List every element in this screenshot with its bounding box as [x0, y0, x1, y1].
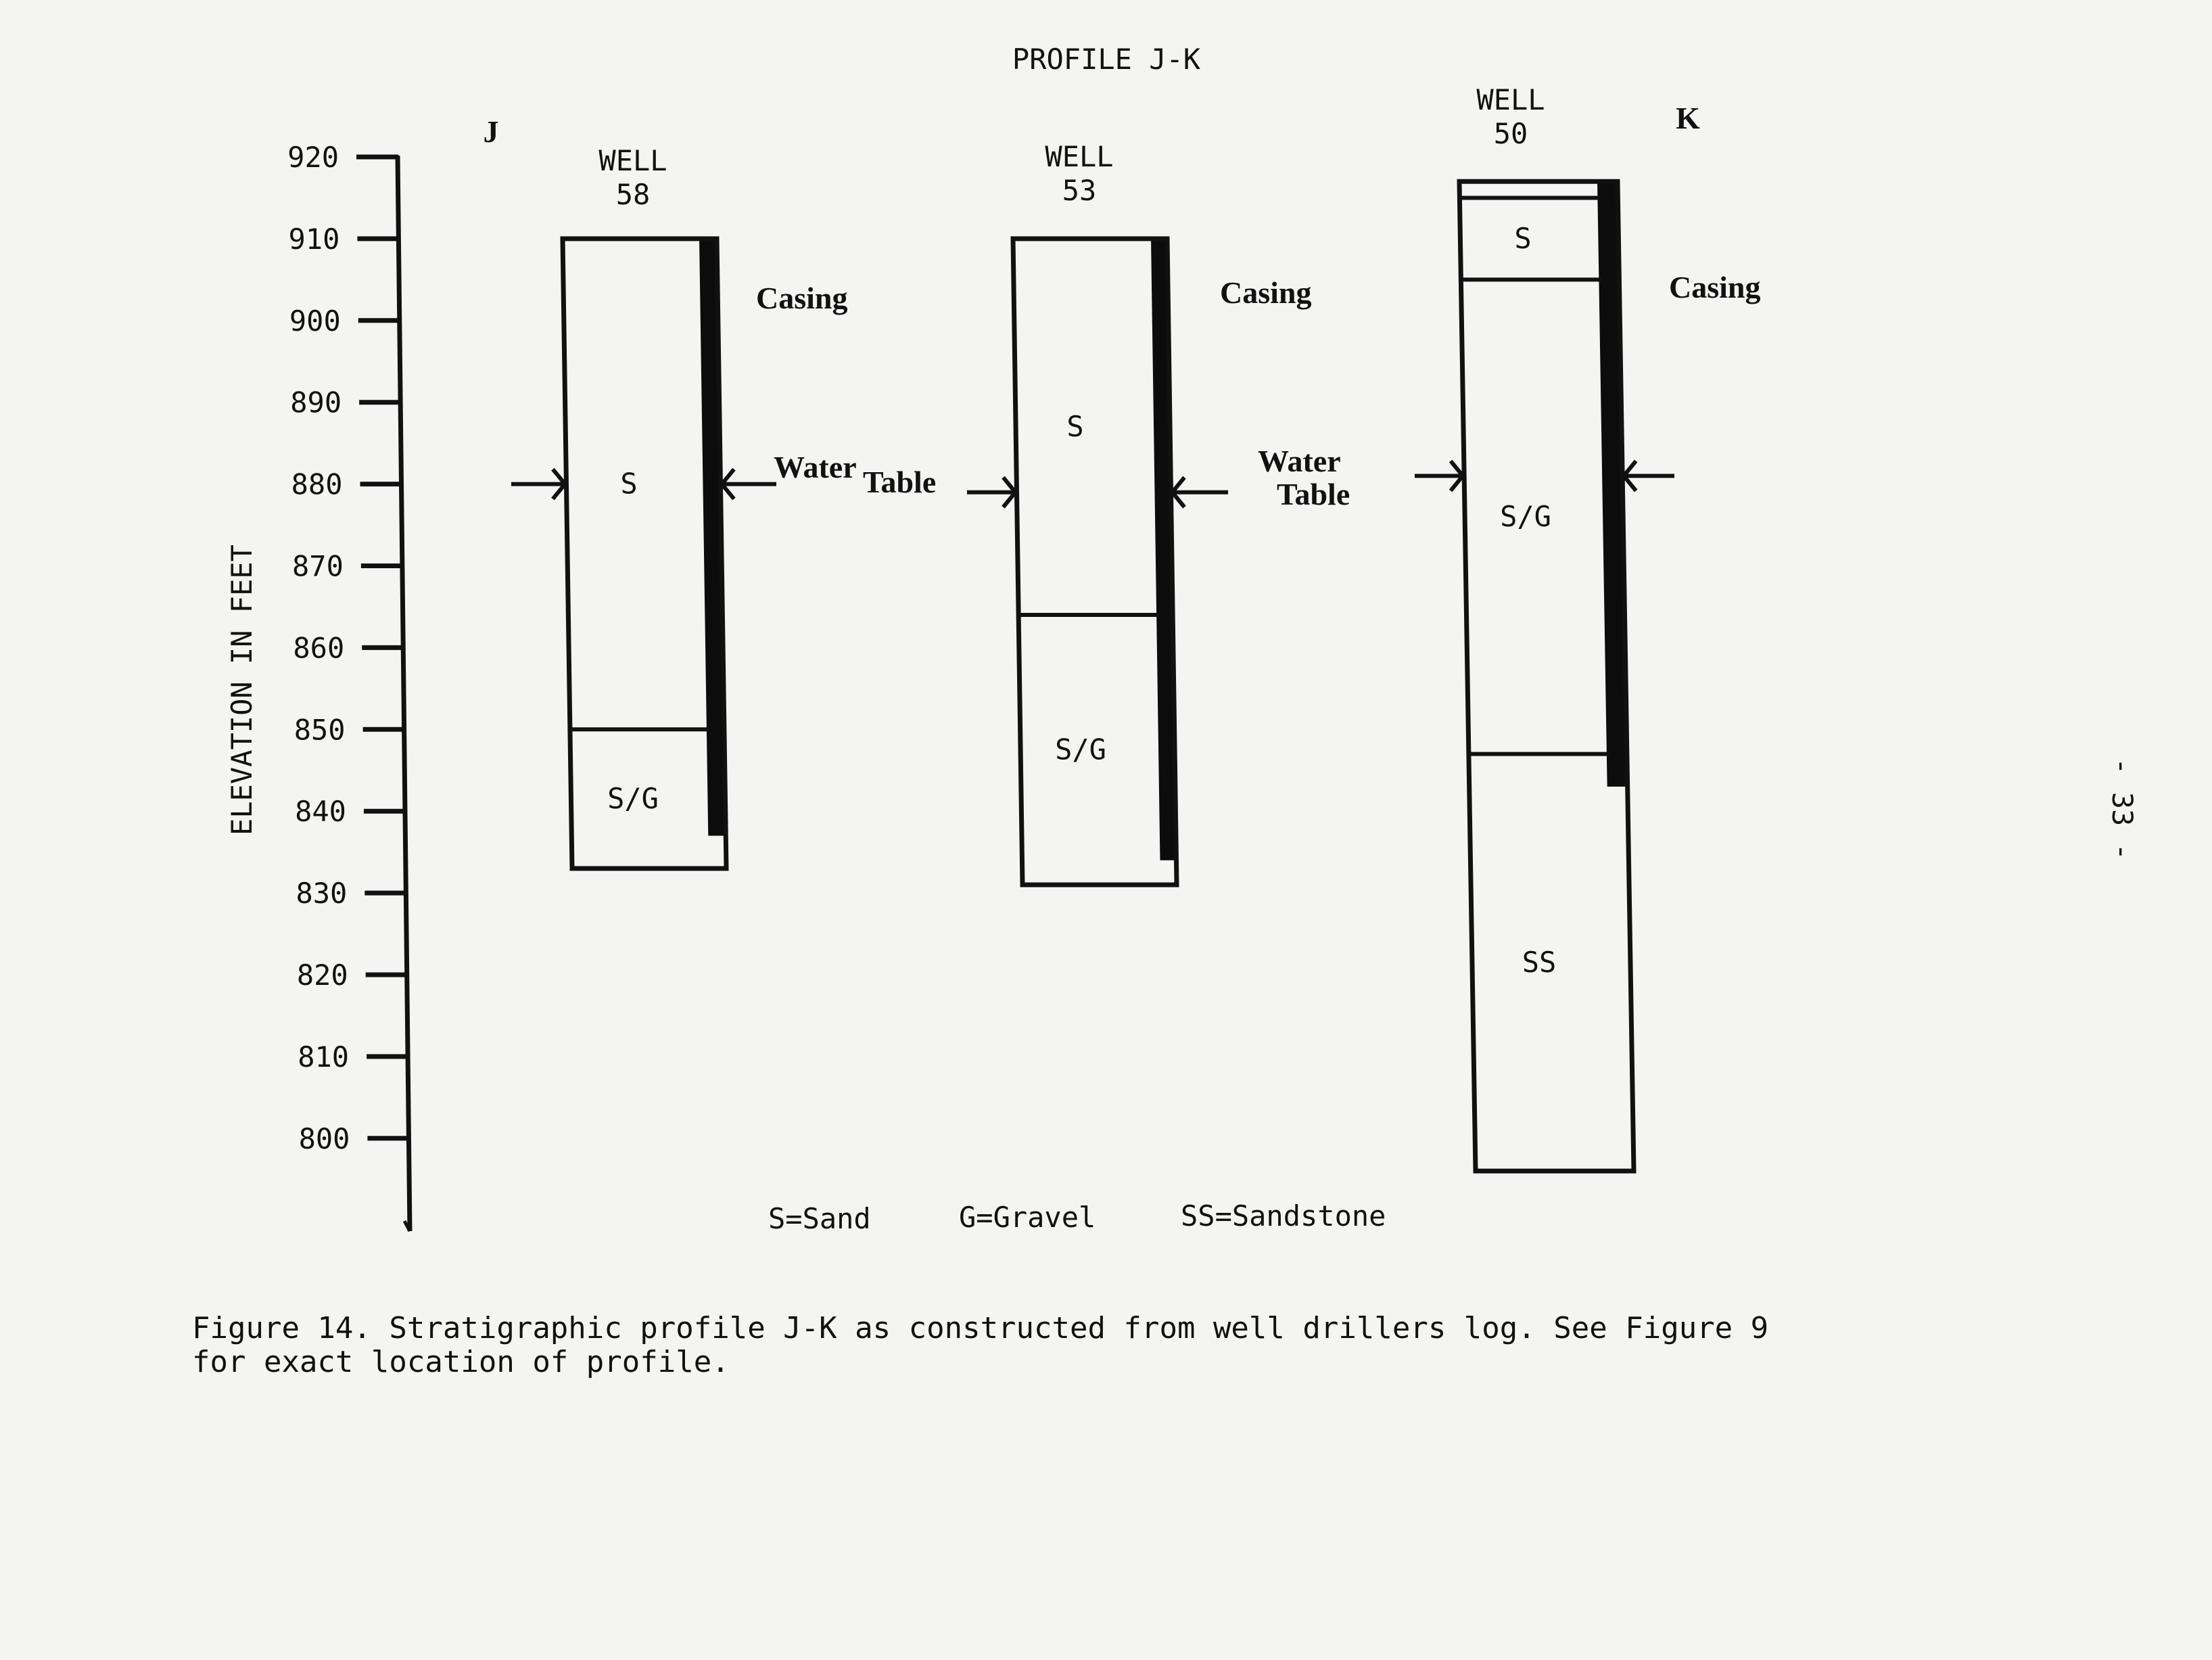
axis-tick-label: 820 [296, 959, 348, 992]
axis-line [398, 156, 410, 1231]
axis-tick-label: 900 [289, 304, 341, 338]
water-table-label-1-word1: Water [774, 450, 857, 484]
layer-label: S/G [607, 782, 659, 816]
water-table-label-1-word2: Table [863, 465, 937, 499]
well-50 [1415, 83, 1760, 1171]
legend-gravel: G=Gravel [959, 1201, 1096, 1234]
caption-line-2: for exact location of profile. [192, 1345, 730, 1379]
layer-label: S [1514, 221, 1532, 255]
axis-label: ELEVATION IN FEET [225, 545, 258, 835]
water-table-label-2-word1: Water [1258, 444, 1341, 478]
well-58 [511, 144, 847, 869]
axis-tick-label: 800 [298, 1122, 350, 1155]
casing-label: Casing [1669, 270, 1761, 304]
layer-label: S/G [1500, 499, 1551, 533]
casing-label: Casing [1220, 275, 1312, 310]
well-number: 58 [615, 178, 651, 211]
well-number: 53 [1062, 174, 1097, 207]
legend-sand: S=Sand [768, 1202, 871, 1235]
figure-title: PROFILE J-K [1012, 43, 1201, 76]
well-label: WELL [598, 144, 667, 177]
axis-tick-label: 880 [291, 467, 343, 501]
legend-sandstone: SS=Sandstone [1181, 1199, 1386, 1232]
well-outline [1013, 239, 1177, 885]
axis-tick-label: 920 [287, 141, 339, 174]
axis-tick-label: 850 [293, 713, 346, 747]
casing-label: Casing [756, 281, 848, 315]
well-number: 50 [1493, 117, 1528, 150]
axis-tick-label: 840 [295, 795, 346, 829]
axis-tick-label: 830 [296, 877, 348, 910]
elevation-axis [398, 156, 410, 1231]
well-53 [967, 140, 1311, 885]
axis-tick-label: 810 [298, 1040, 350, 1074]
axis-tick-label: 890 [290, 386, 342, 419]
profile-end-j: J [483, 114, 499, 149]
water-table-label-2-word2: Table [1277, 477, 1350, 511]
well-label: WELL [1045, 140, 1114, 173]
layer-label: SS [1522, 945, 1557, 979]
axis-tick-label: 860 [293, 631, 345, 665]
caption-line-1: Figure 14. Stratigraphic profile J-K as constructed from well drillers log. See Figure 9 [192, 1311, 1769, 1345]
axis-tick-label: 910 [288, 222, 340, 256]
axis-tick-label: 870 [292, 549, 344, 583]
wells [511, 83, 1760, 1171]
layer-label: S/G [1055, 733, 1106, 766]
profile-end-k: K [1676, 101, 1700, 135]
layer-label: S [620, 467, 638, 501]
axis-ticks [287, 141, 409, 1155]
well-label: WELL [1476, 83, 1545, 116]
page-number: - 33 - [2106, 758, 2139, 860]
layer-label: S [1066, 409, 1084, 443]
